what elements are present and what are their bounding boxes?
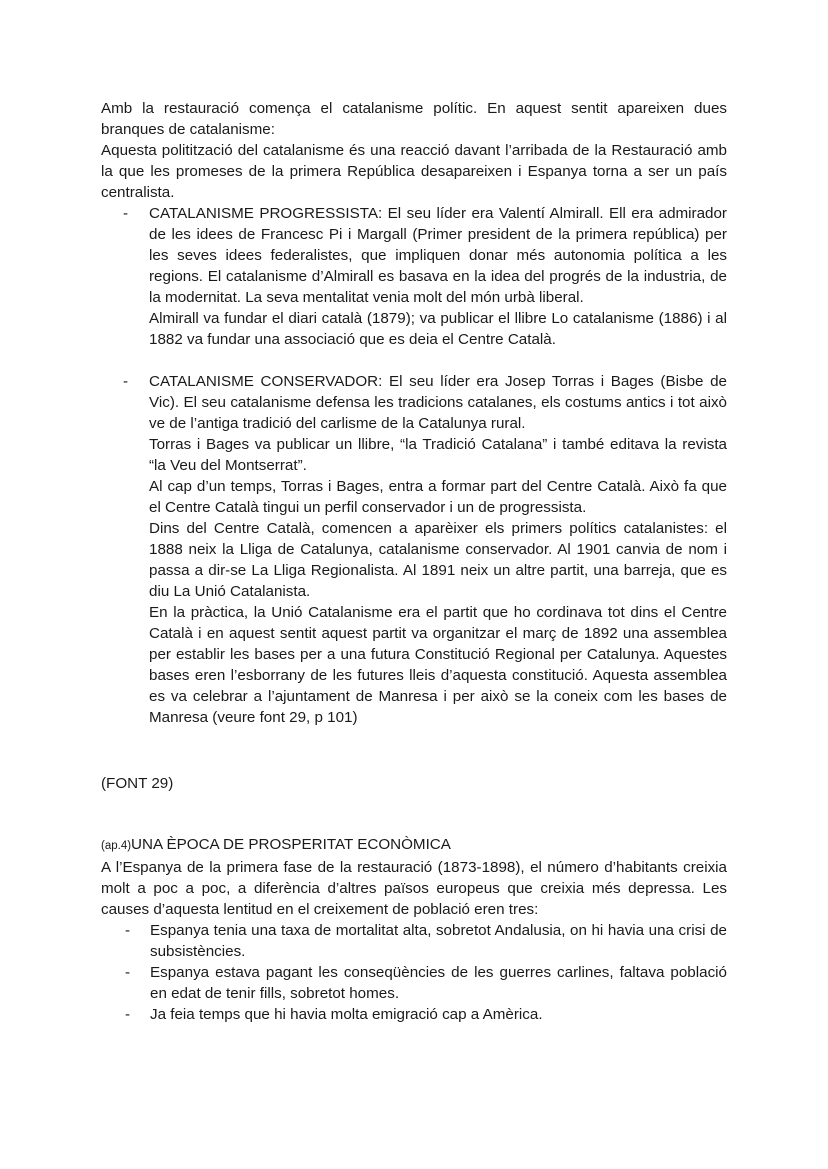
list-spacer bbox=[101, 350, 727, 371]
list-item bbox=[101, 962, 727, 1004]
spacer bbox=[101, 728, 727, 773]
list-dash: - bbox=[125, 1006, 131, 1023]
section-tag: (ap.4) bbox=[101, 840, 132, 852]
progressive-paragraph-2: Almirall va fundar el diari català (1879); va publicar el llibre Lo catalanisme (1886) i al 1882 va fundar una associació que es deia el Centre Català. bbox=[149, 310, 727, 348]
list-item-conservative bbox=[101, 371, 727, 728]
list-item bbox=[101, 920, 727, 962]
conservative-paragraph-1: CATALANISME CONSERVADOR: El seu líder era Josep Torras i Bages (Bisbe de Vic). El seu catalanisme defensa les tradicions catalanes, els costums antics i tot això ve de l’antiga tradició del carlisme de la Catalunya rural. bbox=[149, 373, 727, 432]
list-dash: - bbox=[123, 373, 129, 390]
intro-paragraph-2: Aquesta politització del catalanisme és una reacció davant l’arribada de la Restauració amb la que les promeses de la primera República desapareixen i Espanya torna a ser un país centralista. bbox=[101, 142, 727, 201]
section-title: UNA ÈPOCA DE PROSPERITAT ECONÒMICA bbox=[131, 836, 451, 853]
population-causes-list bbox=[101, 920, 727, 1025]
list-item bbox=[101, 1004, 727, 1025]
spacer bbox=[101, 794, 727, 834]
section-paragraph: A l’Espanya de la primera fase de la restauració (1873-1898), el número d’habitants creixia molt a poc a poc, a diferència d’altres països europeus que creixia més depressa. Les causes d’aquesta lentitud en el creixement de població eren tres: bbox=[101, 859, 727, 918]
conservative-paragraph-2: Torras i Bages va publicar un llibre, “la Tradició Catalana” i també editava la revista “la Veu del Montserrat”. bbox=[149, 436, 727, 474]
document-page bbox=[101, 98, 727, 1025]
intro-paragraph-1: Amb la restauració comença el catalanisme polític. En aquest sentit apareixen dues branques de catalanisme: bbox=[101, 100, 727, 138]
list-dash: - bbox=[125, 922, 131, 939]
catalanism-branches-list bbox=[101, 203, 727, 728]
cause-text: Espanya estava pagant les conseqüències de les guerres carlines, faltava població en edat de tenir fills, sobretot homes. bbox=[150, 964, 727, 1002]
list-item-progressive bbox=[101, 203, 727, 350]
cause-text: Espanya tenia una taxa de mortalitat alta, sobretot Andalusia, on hi havia una crisi de subsistències. bbox=[150, 922, 727, 960]
cause-text: Ja feia temps que hi havia molta emigració cap a Amèrica. bbox=[150, 1006, 543, 1023]
section-heading bbox=[101, 834, 727, 857]
progressive-paragraph-1: CATALANISME PROGRESSISTA: El seu líder era Valentí Almirall. Ell era admirador de les idees de Francesc Pi i Margall (Primer president de la primera república) per les seves idees federalistes, que impliquen donar més autonomia política a les regions. El catalanisme d’Almirall es basava en la idea del progrés de la industria, de la modernitat. La seva mentalitat venia molt del món urbà liberal. bbox=[149, 205, 727, 306]
conservative-paragraph-4: Dins del Centre Català, comencen a aparèixer els primers polítics catalanistes: el 1888 neix la Lliga de Catalunya, catalanisme conservador. Al 1901 canvia de nom i passa a dir-se La Lliga Regionalista. Al 1891 neix un altre partit, una barreja, que es diu La Unió Catalanista. bbox=[149, 520, 727, 600]
conservative-paragraph-5: En la pràctica, la Unió Catalanisme era el partit que ho cordinava tot dins el Centre Català i en aquest sentit aquest partit va organitzar el març de 1892 una assemblea per establir les bases per a una futura Constitució Regional per Catalunya. Aquestes bases eren l’esborrany de les futures lleis d’aquesta constitució. Aquesta assemblea es va celebrar a l’ajuntament de Manresa i per això se la coneix com les bases de Manresa (veure font 29, p 101) bbox=[149, 604, 727, 726]
list-dash: - bbox=[123, 205, 129, 222]
conservative-paragraph-3: Al cap d’un temps, Torras i Bages, entra a formar part del Centre Català. Això fa que el Centre Català tingui un perfil conservador i un de progressista. bbox=[149, 478, 727, 516]
font-reference: (FONT 29) bbox=[101, 775, 174, 792]
list-dash: - bbox=[125, 964, 131, 981]
